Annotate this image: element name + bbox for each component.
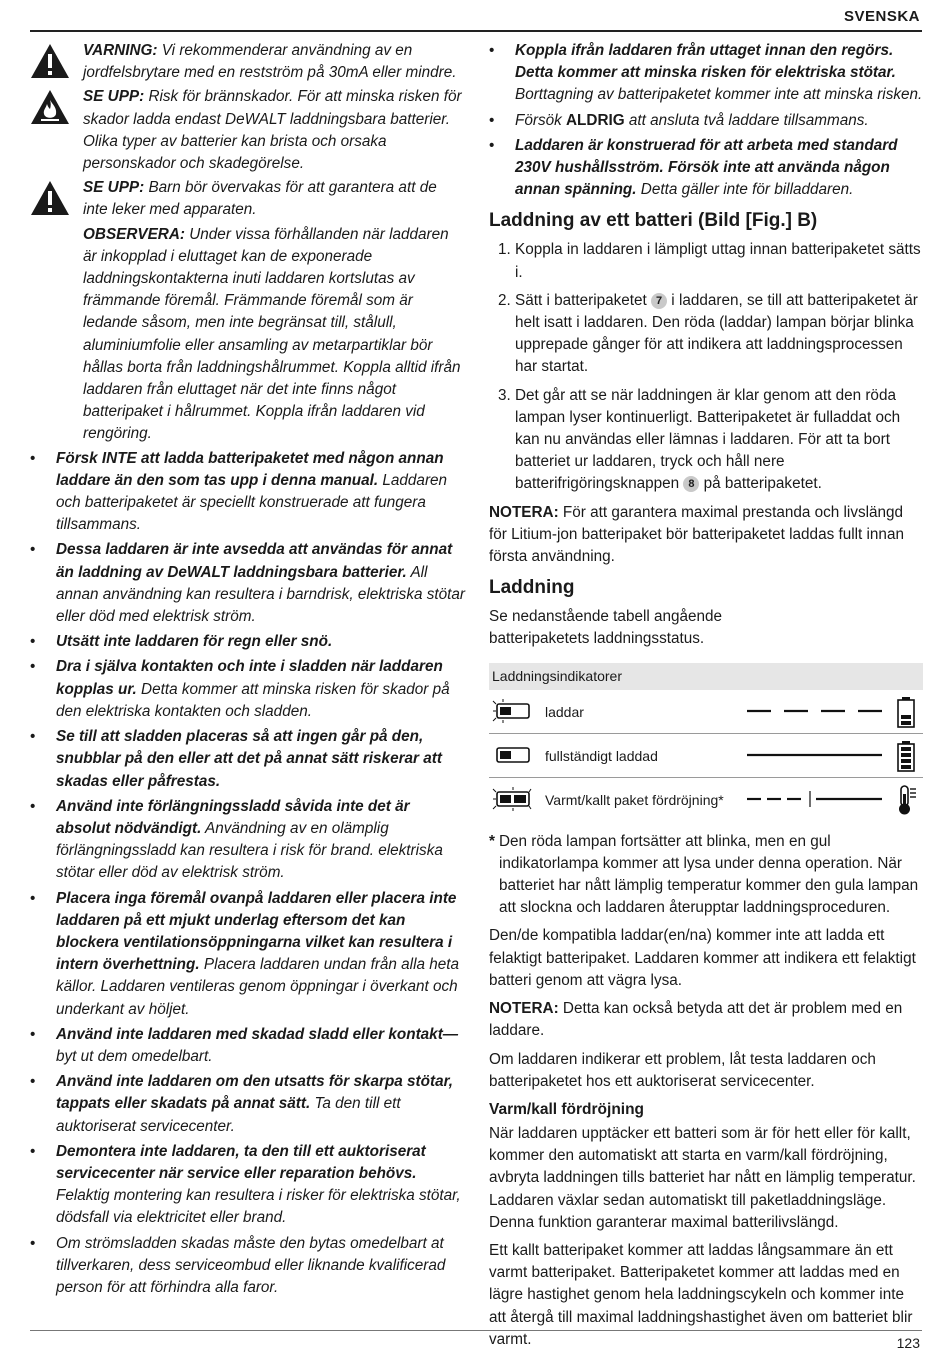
- indicator-blinking-double-icon: [491, 787, 533, 811]
- list-item: [30, 539, 465, 628]
- section-intro: Se nedanstående tabell angående batteripaketets laddningsstatus.: [489, 608, 723, 648]
- warning-text: Vi rekommenderar användning av en jordfelsbrytare med en restström på 30mA eller mindre.: [83, 42, 457, 82]
- paragraph: När laddaren upptäcker ett batteri som är för hett eller för kallt, kommer den automatiskt att starta en varm/kall fördröjning, avbryta laddningen tills batteriet har nått en lämplig temperatur. Laddaren växlar sedan automatiskt till paketladdningsläge. Denna funktion garanterar maximal batterilivslängd.: [489, 1124, 916, 1231]
- bullet-text: Detta kommer att minska risken för skador på den elektriska kontakten och sladden.: [56, 680, 450, 720]
- list-item: [489, 110, 923, 132]
- footnote-text: Den röda lampan fortsätter att blinka, men en gul indikatorlampa kommer att lysa under denna operation. När batteriet har nått lämplig temperatur kommer den gula lampan att slockna och laddaren återupptar laddningsproceduren.: [499, 832, 919, 917]
- bullet-text: Användning av en olämplig förlängningssladd kan resultera i risk för brand. elektriska stötar eller död av elektrisk ström.: [56, 819, 443, 882]
- list-item: [30, 1024, 465, 1068]
- warning-triangle-icon: [30, 180, 70, 216]
- note-paragraph: [489, 998, 923, 1042]
- language-label: SVENSKA: [843, 8, 920, 25]
- list-item: [30, 726, 465, 793]
- section-title-hot-cold-delay: Varm/kall fördröjning: [489, 1100, 645, 1118]
- caution-burn-block: [30, 86, 465, 175]
- dashed-pattern-icon: [747, 703, 882, 719]
- indicator-blinking-icon: [491, 699, 533, 723]
- bullet-bold: Utsätt inte laddaren för regn eller snö.: [56, 633, 333, 651]
- solid-pattern-icon: [747, 747, 882, 763]
- note-label: NOTERA:: [489, 1000, 559, 1018]
- bullet-bold: Dessa laddaren är inte avsedda att användas för annat än laddning av DeWALT laddningsbara batterier.: [56, 541, 453, 581]
- bullet-bold: Koppla ifrån laddaren från uttaget innan den regörs. Detta kommer att minska risken för elektriska stötar.: [515, 42, 896, 82]
- bullet-bold: Använd inte laddaren med skadad sladd eller kontakt—: [56, 1025, 459, 1043]
- thermometer-icon: [895, 784, 917, 816]
- list-item: [30, 1071, 465, 1138]
- bullet-bold: Placera inga föremål ovanpå laddaren eller placera inte laddaren på ett mjukt underlag eftersom det kan blockera ventilationsöppningarna vilket kan resultera i intern överhettning.: [56, 889, 457, 974]
- list-item: [30, 1233, 465, 1300]
- step-text: i laddaren, se till att batteripaketet är helt isatt i laddaren. Den röda (laddar) lampan börjar blinka upprepade gånger för att indikera att laddningsprocessen har startat.: [515, 291, 918, 376]
- row-label: fullständigt laddad: [545, 747, 658, 764]
- warning-block: [30, 40, 465, 84]
- step-item: [489, 239, 923, 283]
- battery-charging-icon: [895, 696, 917, 728]
- table-row: [489, 734, 923, 778]
- safety-bullet-list: [489, 40, 923, 201]
- note-text: Detta kan också betyda att det är problem med en laddare.: [489, 1000, 903, 1040]
- table-row: [489, 690, 923, 734]
- bullet-text: byt ut dem omedelbart.: [56, 1047, 213, 1065]
- bullet-bold: Använd inte laddaren om den utsatts för skarpa stötar, tappats eller skadats på annat sätt.: [56, 1073, 453, 1113]
- fire-hazard-icon: [30, 89, 70, 125]
- paragraph: Om laddaren indikerar ett problem, låt testa laddaren och batteripaketet hos ett auktoriserat servicecenter.: [489, 1050, 876, 1090]
- note-paragraph: [489, 502, 923, 569]
- step-text: Sätt i batteripaketet: [515, 291, 652, 309]
- bullet-text: Detta gäller inte för billaddaren.: [636, 181, 854, 199]
- caution-children-block: [30, 177, 465, 221]
- bullet-text: All annan användning kan resultera i barndrisk, elektriska stötar eller död med elektrisk ström.: [56, 563, 465, 626]
- bullet-text: Försök: [515, 111, 566, 129]
- list-item: [489, 135, 923, 202]
- step-number: 1.: [498, 241, 511, 259]
- step-text: Koppla in laddaren i lämpligt uttag innan batteripaketet sätts i.: [515, 241, 921, 281]
- step-item: [489, 290, 923, 379]
- caution-text: Risk för brännskador. För att minska risken för skador ladda endast DeWALT laddningsbara batterier. Olika typer av batterier kan brista och orsaka personskador och skadegörelse.: [83, 88, 462, 173]
- callout-badge: 8: [683, 476, 699, 492]
- list-item: [30, 448, 465, 537]
- list-item: [30, 656, 465, 723]
- step-text: Det går att se när laddningen är klar genom att den röda lampan lyser kontinuerligt. Batteripaketet är fulladdat och kan nu användas eller lämnas i laddaren. För att ta bort batteriet ur laddaren, tryck och håll nere batterifrigöringsknappen: [515, 386, 901, 493]
- observera-block: [30, 224, 465, 446]
- dashed-solid-pattern-icon: [747, 791, 882, 807]
- list-item: [30, 631, 465, 653]
- row-label: Varmt/kallt paket fördröjning*: [545, 791, 724, 808]
- warning-triangle-icon: [30, 43, 70, 79]
- section-title-charging-battery: Laddning av ett batteri (Bild [Fig.] B): [489, 210, 818, 232]
- bullet-text: Om strömsladden skadas måste den bytas omedelbart at tillverkaren, dess serviceombud eller liknande kvalificerad person för att förhindra alla faror.: [56, 1234, 446, 1296]
- list-item: [489, 40, 923, 107]
- list-item: [30, 1141, 465, 1230]
- footer-rule: [30, 1330, 922, 1331]
- section-title-charging: Laddning: [489, 577, 575, 599]
- right-column: [489, 40, 923, 1351]
- steps-list: [489, 239, 923, 495]
- battery-full-icon: [895, 740, 917, 772]
- charging-indicator-table: [489, 663, 923, 821]
- caution-label: SE UPP:: [83, 179, 145, 197]
- list-item: [30, 796, 465, 885]
- observera-text: Under vissa förhållanden när laddaren är inkopplad i eluttaget kan de exponerade laddningskontakterna inuti laddaren kortslutas av främmande föremål. Främmande föremål som är ledande såsom, men inte begränsat till, stålull, aluminiumfolie eller ansamling av metarpartiklar bör hållas borta från laddningshålrummet. Koppla alltid ifrån laddaren från eluttaget när det inte finns något batteripaket i hålrummet. Koppla ifrån laddaren vid rengöring.: [83, 225, 461, 443]
- bullet-text: Ta den till ett auktoriserat servicecenter.: [56, 1095, 401, 1135]
- indicator-steady-icon: [491, 743, 533, 767]
- header-rule: [30, 30, 922, 32]
- row-label: laddar: [545, 703, 584, 720]
- note-label: NOTERA:: [489, 503, 559, 521]
- left-column: [30, 40, 465, 1302]
- warning-label: VARNING:: [83, 42, 158, 59]
- bullet-text: att ansluta två laddare tillsammans.: [624, 111, 869, 129]
- caution-text: Barn bör övervakas för att garantera att de inte leker med apparaten.: [83, 179, 437, 219]
- safety-bullet-list: [30, 448, 465, 1300]
- page-number: 123: [896, 1335, 920, 1351]
- bullet-bold: Laddaren är konstruerad för att arbeta med standard 230V hushållsström. Försök inte att använda någon annan spänning.: [515, 136, 898, 199]
- bullet-bold: Försk INTE att ladda batteripaketet med någon annan laddare än den som tas upp i denna manual.: [56, 449, 444, 489]
- paragraph: Ett kallt batteripaket kommer att laddas långsammare än ett varmt batteripaket. Batteripaketet kommer att laddas med en lägre hastighet genom hela laddningscykeln och kommer inte att återgå till maximal laddningshastighet även om batteriet blir varmt.: [489, 1241, 913, 1348]
- footnote-marker: *: [489, 832, 495, 850]
- step-number: 2.: [498, 291, 511, 309]
- paragraph: Den/de kompatibla laddar(en/na) kommer inte att ladda ett felaktigt batteripaket. Laddaren kommer att indikera ett felaktigt batteri genom att vägra lysa.: [489, 927, 916, 989]
- bullet-text: Borttagning av batteripaketet kommer inte att minska risken.: [515, 86, 923, 104]
- bullet-bold: Demontera inte laddaren, ta den till ett auktoriserat servicecenter när service eller reparation behövs.: [56, 1142, 426, 1182]
- table-header: Laddningsindikatorer: [489, 663, 923, 690]
- step-item: [489, 385, 923, 496]
- bullet-bold: ALDRIG: [566, 111, 625, 129]
- callout-badge: 7: [651, 293, 667, 309]
- bullet-text: Laddaren och batteripaketet är speciellt konstruerade att fungera tillsammans.: [56, 471, 448, 534]
- step-text: på batteripaketet.: [699, 475, 822, 493]
- table-row: [489, 778, 923, 821]
- note-text: För att garantera maximal prestanda och livslängd för Litium-jon batteripaket bör batteripaketet laddas fullt innan första användning.: [489, 503, 904, 566]
- bullet-text: Placera laddaren undan från alla heta källor. Laddaren ventileras genom öppningar i överkant och underkant av höljet.: [56, 956, 460, 1018]
- bullet-bold: Använd inte förlängningssladd såvida inte det är absolut nödvändigt.: [56, 797, 410, 837]
- caution-label: SE UPP:: [83, 88, 145, 106]
- bullet-bold: Se till att sladden placeras så att ingen går på den, snubblar på den eller att det på annat sätt riskerar att skadas eller påfrestas.: [56, 728, 442, 790]
- footnote: [489, 831, 923, 920]
- observera-label: OBSERVERA:: [83, 225, 185, 243]
- list-item: [30, 888, 465, 1021]
- bullet-text: Felaktig montering kan resultera i risker för elektriska stötar, dödsfall via elektricitet eller brand.: [56, 1187, 461, 1227]
- step-number: 3.: [498, 386, 511, 404]
- bullet-bold: Dra i själva kontakten och inte i sladden när laddaren kopplas ur.: [56, 658, 443, 698]
